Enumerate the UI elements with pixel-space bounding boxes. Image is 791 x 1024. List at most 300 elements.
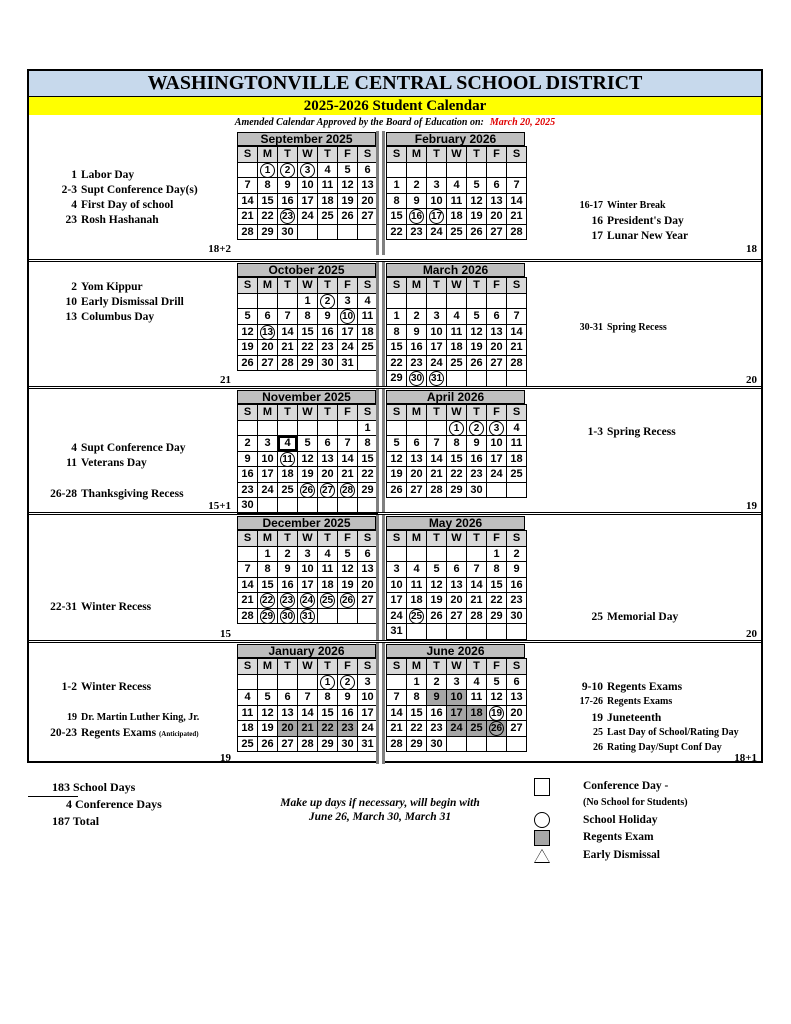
weekday-header: F — [487, 147, 507, 163]
day-cell — [427, 624, 447, 640]
day-cell — [487, 163, 507, 179]
event-item — [29, 457, 201, 469]
day-cell: 17 — [427, 340, 447, 356]
day-cell — [298, 421, 318, 437]
month-grid — [237, 658, 378, 752]
day-cell: 27 — [447, 609, 467, 625]
day-cell: 29 — [407, 737, 427, 753]
day-cell — [278, 163, 298, 179]
day-cell — [447, 371, 467, 387]
day-cell: 10 — [298, 562, 318, 578]
weekday-header: S — [387, 278, 407, 294]
event-name: Yom Kippur — [81, 281, 143, 293]
day-cell — [258, 294, 278, 310]
total-label: School Days — [73, 780, 136, 794]
event-name: Lunar New Year — [607, 230, 689, 242]
day-cell — [447, 163, 467, 179]
weekday-header: S — [507, 531, 527, 547]
event-note: (Anticipated) — [158, 730, 199, 738]
day-cell: 7 — [238, 178, 258, 194]
day-cell: 18 — [358, 325, 378, 341]
day-cell: 6 — [358, 547, 378, 563]
month-title: February 2026 — [386, 132, 525, 146]
day-cell — [447, 737, 467, 753]
event-item — [29, 442, 201, 454]
day-cell: 3 — [358, 675, 378, 691]
day-cell: 19 — [338, 578, 358, 594]
day-cell: 13 — [407, 452, 427, 468]
day-cell — [467, 163, 487, 179]
event-date: 4 — [71, 199, 77, 211]
day-cell: 21 — [238, 209, 258, 225]
day-cell: 1 — [387, 309, 407, 325]
weekday-header: S — [387, 405, 407, 421]
event-date: 13 — [65, 311, 77, 323]
day-cell: 11 — [507, 436, 527, 452]
day-cell: 22 — [298, 340, 318, 356]
day-cell: 19 — [427, 593, 447, 609]
weekday-header: T — [427, 147, 447, 163]
holiday-day: 26 — [341, 595, 354, 606]
day-cell: 14 — [298, 706, 318, 722]
day-cell — [467, 624, 487, 640]
day-cell: 8 — [258, 562, 278, 578]
day-cell: 14 — [278, 325, 298, 341]
event-name: Veterans Day — [81, 457, 147, 469]
day-cell: 23 — [318, 340, 338, 356]
day-cell: 9 — [427, 690, 447, 706]
day-cell: 26 — [467, 356, 487, 372]
month-grid — [237, 277, 378, 371]
weekday-header: S — [358, 278, 378, 294]
event-item — [29, 214, 201, 226]
day-cell: 25 — [467, 721, 487, 737]
day-cell: 10 — [258, 452, 278, 468]
holiday-day: 3 — [489, 421, 504, 436]
day-cell: 4 — [507, 421, 527, 437]
day-cell: 14 — [467, 578, 487, 594]
holiday-day: 1 — [260, 163, 275, 178]
day-cell — [298, 225, 318, 241]
holiday-day: 26 — [490, 723, 503, 734]
event-item — [535, 611, 678, 623]
event-date: 25 — [593, 727, 603, 738]
day-cell: 8 — [387, 325, 407, 341]
district-title: WASHINGTONVILLE CENTRAL SCHOOL DISTRICT — [29, 71, 761, 97]
day-cell: 18 — [447, 340, 467, 356]
day-cell: 12 — [467, 325, 487, 341]
day-cell — [407, 547, 427, 563]
weekday-header: M — [407, 659, 427, 675]
day-cell: 30 — [238, 498, 258, 514]
day-cell: 28 — [507, 225, 527, 241]
day-cell: 26 — [467, 225, 487, 241]
day-cell: 5 — [427, 562, 447, 578]
day-cell — [507, 163, 527, 179]
weekday-header: M — [258, 405, 278, 421]
event-item — [29, 199, 201, 211]
day-cell: 21 — [278, 340, 298, 356]
day-cell: 2 — [238, 436, 258, 452]
day-cell — [278, 593, 298, 609]
day-cell — [487, 706, 507, 722]
weekday-header: T — [318, 659, 338, 675]
event-date: 25 — [591, 611, 603, 623]
day-cell: 28 — [238, 609, 258, 625]
weekday-header: W — [298, 531, 318, 547]
day-cell: 1 — [258, 547, 278, 563]
event-date: 4 — [71, 442, 77, 454]
weekday-header: S — [507, 147, 527, 163]
weekday-header: M — [258, 147, 278, 163]
weekday-header: W — [447, 659, 467, 675]
day-cell: 17 — [338, 325, 358, 341]
total-num: 4 — [66, 797, 72, 811]
event-date: 22-31 — [50, 601, 77, 613]
day-cell: 17 — [298, 194, 318, 210]
event-item — [535, 322, 667, 333]
weekday-header: S — [387, 147, 407, 163]
day-cell: 14 — [507, 325, 527, 341]
weekday-header: F — [487, 531, 507, 547]
day-cell — [387, 675, 407, 691]
day-cell: 20 — [487, 340, 507, 356]
day-cell: 19 — [467, 340, 487, 356]
day-cell: 28 — [467, 609, 487, 625]
event-item — [29, 681, 201, 693]
holiday-day: 31 — [430, 373, 443, 384]
day-cell: 26 — [387, 483, 407, 499]
month-title: January 2026 — [237, 644, 376, 658]
day-cell: 27 — [487, 225, 507, 241]
day-cell: 27 — [358, 209, 378, 225]
day-cell: 9 — [318, 309, 338, 325]
day-cell — [258, 675, 278, 691]
weekday-header: S — [238, 147, 258, 163]
early-dismissal-triangle-icon — [534, 849, 550, 863]
holiday-day: 10 — [341, 311, 354, 322]
event-item — [29, 184, 201, 196]
holiday-day: 25 — [410, 610, 423, 622]
day-cell — [387, 421, 407, 437]
day-cell: 15 — [447, 452, 467, 468]
day-cell: 27 — [407, 483, 427, 499]
day-cell — [238, 547, 258, 563]
day-cell: 5 — [258, 690, 278, 706]
weekday-header: T — [467, 659, 487, 675]
legend-early: Early Dismissal — [583, 849, 660, 861]
month-title: September 2025 — [237, 132, 376, 146]
day-cell: 12 — [298, 452, 318, 468]
event-name: Early Dismissal Drill — [81, 296, 184, 308]
day-cell: 8 — [358, 436, 378, 452]
day-cell — [507, 483, 527, 499]
day-cell: 9 — [467, 436, 487, 452]
left-day-count: 15+1 — [208, 500, 231, 512]
day-cell: 22 — [258, 209, 278, 225]
holiday-day: 19 — [490, 707, 503, 719]
day-cell: 8 — [298, 309, 318, 325]
day-cell: 10 — [387, 578, 407, 594]
day-cell: 30 — [467, 483, 487, 499]
event-date: 26 — [593, 742, 603, 753]
day-cell: 29 — [447, 483, 467, 499]
weekday-header: T — [427, 531, 447, 547]
day-cell: 1 — [358, 421, 378, 437]
day-cell: 9 — [507, 562, 527, 578]
event-name: Winter Break — [607, 200, 666, 211]
event-date: 30-31 — [579, 322, 603, 333]
day-cell: 28 — [427, 483, 447, 499]
day-cell — [258, 593, 278, 609]
day-cell: 24 — [358, 721, 378, 737]
day-cell: 17 — [258, 467, 278, 483]
event-date: 1 — [71, 169, 77, 181]
holiday-day: 13 — [261, 326, 274, 338]
day-cell — [427, 371, 447, 387]
day-cell: 29 — [258, 225, 278, 241]
holiday-day: 2 — [280, 163, 295, 178]
weekday-header: F — [338, 147, 358, 163]
event-item — [535, 681, 682, 693]
event-item — [535, 230, 688, 242]
weekday-header: W — [447, 278, 467, 294]
day-cell — [387, 294, 407, 310]
day-cell — [407, 609, 427, 625]
day-cell — [258, 325, 278, 341]
day-cell: 20 — [407, 467, 427, 483]
month-row — [29, 512, 761, 642]
month-divider — [376, 643, 385, 764]
day-cell — [278, 452, 298, 468]
right-day-count: 20 — [746, 628, 757, 640]
day-cell: 16 — [427, 706, 447, 722]
day-cell: 9 — [407, 325, 427, 341]
legend-regents: Regents Exam — [583, 831, 654, 843]
day-cell: 17 — [447, 706, 467, 722]
holiday-day: 3 — [300, 163, 315, 178]
event-item — [535, 727, 739, 738]
holiday-day: 24 — [301, 595, 314, 606]
day-cell — [338, 593, 358, 609]
day-cell — [487, 624, 507, 640]
day-cell: 25 — [238, 737, 258, 753]
day-cell: 6 — [278, 690, 298, 706]
holiday-day: 27 — [321, 484, 334, 496]
day-cell — [298, 675, 318, 691]
weekday-header: S — [238, 531, 258, 547]
day-cell — [487, 294, 507, 310]
day-cell — [338, 609, 358, 625]
event-name: Winter Recess — [81, 681, 152, 693]
weekday-header: T — [278, 278, 298, 294]
day-cell: 9 — [278, 562, 298, 578]
day-cell: 20 — [507, 706, 527, 722]
event-date: 1-3 — [587, 426, 603, 438]
weekday-header: W — [298, 147, 318, 163]
day-cell: 18 — [507, 452, 527, 468]
event-item — [535, 200, 666, 211]
month-title: May 2026 — [386, 516, 525, 530]
event-date: 23 — [65, 214, 77, 226]
calendar-frame — [27, 69, 763, 763]
day-cell: 5 — [487, 675, 507, 691]
total-num: 187 — [52, 814, 70, 828]
day-cell: 15 — [387, 209, 407, 225]
day-cell: 18 — [407, 593, 427, 609]
day-cell: 10 — [358, 690, 378, 706]
day-cell — [407, 371, 427, 387]
weekday-header: W — [447, 531, 467, 547]
event-date: 16-17 — [579, 200, 603, 211]
day-cell: 3 — [258, 436, 278, 452]
day-cell: 12 — [338, 562, 358, 578]
day-cell: 23 — [338, 721, 358, 737]
month-title: April 2026 — [386, 390, 525, 404]
amended-date: March 20, 2025 — [489, 117, 556, 128]
holiday-day: 28 — [341, 484, 354, 496]
total-num: 183 — [52, 780, 70, 794]
day-cell — [427, 421, 447, 437]
day-cell: 6 — [407, 436, 427, 452]
day-cell: 13 — [447, 578, 467, 594]
event-item — [535, 742, 722, 753]
day-cell: 11 — [467, 690, 487, 706]
day-cell: 29 — [298, 356, 318, 372]
day-cell — [278, 209, 298, 225]
day-cell: 30 — [507, 609, 527, 625]
event-item — [29, 169, 201, 181]
day-cell: 4 — [278, 436, 298, 452]
day-cell — [487, 421, 507, 437]
weekday-header: M — [407, 531, 427, 547]
day-cell — [507, 737, 527, 753]
day-cell: 23 — [238, 483, 258, 499]
weekday-header: T — [427, 278, 447, 294]
day-cell — [278, 609, 298, 625]
right-day-count: 18+1 — [734, 752, 757, 764]
day-cell: 23 — [507, 593, 527, 609]
day-cell: 28 — [298, 737, 318, 753]
day-cell — [318, 294, 338, 310]
day-cell: 14 — [427, 452, 447, 468]
month-row — [29, 386, 761, 514]
legend-holiday: School Holiday — [583, 814, 658, 826]
weekday-header: T — [427, 659, 447, 675]
day-cell — [338, 421, 358, 437]
weekday-header: S — [507, 278, 527, 294]
day-cell — [298, 593, 318, 609]
holiday-day: 2 — [320, 294, 335, 309]
day-cell: 7 — [427, 436, 447, 452]
day-cell: 24 — [427, 356, 447, 372]
day-cell: 12 — [467, 194, 487, 210]
holiday-day: 30 — [281, 610, 294, 622]
day-cell: 6 — [487, 178, 507, 194]
day-cell: 29 — [318, 737, 338, 753]
day-cell — [238, 421, 258, 437]
day-cell: 30 — [318, 356, 338, 372]
day-cell: 17 — [487, 452, 507, 468]
total-label: Conference Days — [75, 797, 162, 811]
right-day-count: 18 — [746, 243, 757, 255]
day-cell: 6 — [487, 309, 507, 325]
day-cell: 13 — [318, 452, 338, 468]
weekday-header: S — [238, 405, 258, 421]
day-cell: 26 — [427, 609, 447, 625]
day-cell: 24 — [387, 609, 407, 625]
legend-conference: Conference Day - — [583, 780, 669, 792]
day-cell: 31 — [358, 737, 378, 753]
day-cell: 7 — [467, 562, 487, 578]
day-cell: 16 — [318, 325, 338, 341]
weekday-header: S — [387, 531, 407, 547]
day-cell: 13 — [278, 706, 298, 722]
day-cell: 24 — [427, 225, 447, 241]
weekday-header: T — [467, 278, 487, 294]
day-cell: 24 — [338, 340, 358, 356]
day-cell: 25 — [507, 467, 527, 483]
day-cell: 27 — [278, 737, 298, 753]
day-cell: 10 — [427, 194, 447, 210]
holiday-day: 23 — [281, 595, 294, 606]
weekday-header: F — [338, 405, 358, 421]
event-name: Supt Conference Day — [81, 442, 186, 454]
event-name: Regents Exams — [607, 696, 673, 707]
day-cell: 11 — [318, 178, 338, 194]
day-cell: 5 — [238, 309, 258, 325]
day-cell: 21 — [427, 467, 447, 483]
event-name: Memorial Day — [607, 611, 679, 623]
day-cell: 10 — [487, 436, 507, 452]
day-cell: 16 — [278, 194, 298, 210]
day-cell: 3 — [338, 294, 358, 310]
event-date: 10 — [65, 296, 77, 308]
day-cell: 15 — [258, 194, 278, 210]
day-cell — [298, 609, 318, 625]
weekday-header: W — [447, 147, 467, 163]
day-cell: 4 — [318, 547, 338, 563]
day-cell: 2 — [278, 547, 298, 563]
day-cell: 28 — [278, 356, 298, 372]
day-cell — [427, 547, 447, 563]
amended-note — [29, 115, 761, 131]
event-item — [29, 601, 201, 613]
day-cell: 20 — [487, 209, 507, 225]
event-name: Columbus Day — [81, 311, 155, 323]
month-grid — [386, 530, 527, 640]
day-cell — [447, 294, 467, 310]
weekday-header: W — [447, 405, 467, 421]
month-grid — [237, 530, 378, 624]
day-cell — [358, 609, 378, 625]
day-cell: 13 — [358, 178, 378, 194]
day-cell: 15 — [358, 452, 378, 468]
calendar-subtitle: 2025-2026 Student Calendar — [29, 97, 761, 115]
day-cell: 20 — [358, 578, 378, 594]
weekday-header: F — [338, 531, 358, 547]
month-title: March 2026 — [386, 263, 525, 277]
day-cell: 7 — [278, 309, 298, 325]
weekday-header: M — [258, 531, 278, 547]
day-cell: 12 — [387, 452, 407, 468]
event-date: 26-28 — [50, 488, 77, 500]
weekday-header: F — [338, 278, 358, 294]
day-cell: 15 — [258, 578, 278, 594]
day-cell: 18 — [447, 209, 467, 225]
event-name: Winter Recess — [81, 601, 152, 613]
day-cell: 11 — [447, 325, 467, 341]
